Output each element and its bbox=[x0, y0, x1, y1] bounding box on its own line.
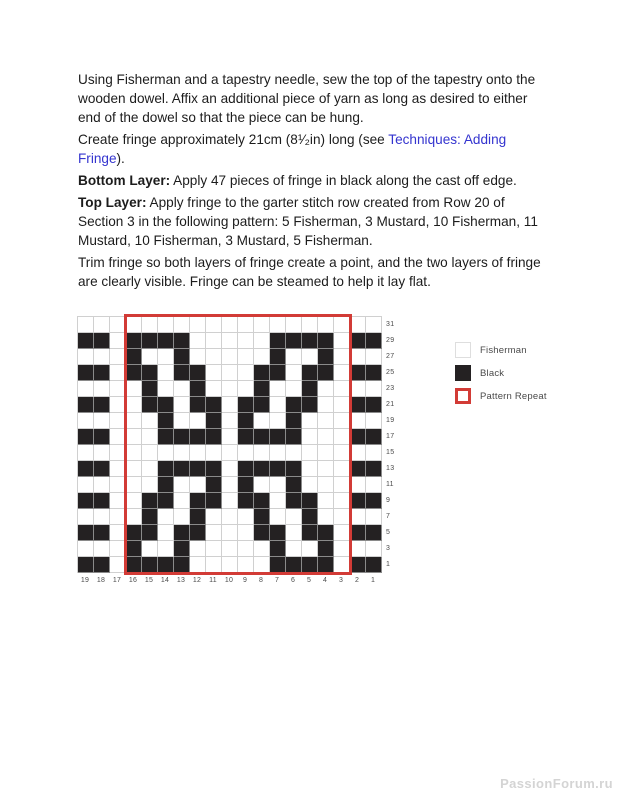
chart-cell-black bbox=[78, 429, 94, 445]
chart-row-number: 21 bbox=[386, 401, 395, 408]
chart-cell-fisherman bbox=[366, 381, 382, 397]
chart-cell-black bbox=[78, 397, 94, 413]
chart-column-number: 17 bbox=[112, 577, 122, 584]
chart-cell-fisherman bbox=[94, 413, 110, 429]
chart-cell-black bbox=[78, 525, 94, 541]
chart-column-number: 19 bbox=[80, 577, 90, 584]
chart-column-number: 8 bbox=[258, 577, 264, 584]
chart-row-number: 23 bbox=[386, 385, 395, 392]
chart-legend bbox=[455, 342, 547, 404]
chart-cell-black bbox=[94, 429, 110, 445]
chart-cell-black bbox=[94, 397, 110, 413]
paragraph-text: Apply fringe to the garter stitch row created from Row 20 of Section 3 in the following pattern: 5 Fisherman, 3 Mustard, 10 Fisherman, 11 Mustard, 10 Fisherman, 3 Mustard, 5 Fisherman. bbox=[78, 195, 538, 248]
chart-cell-fisherman bbox=[94, 381, 110, 397]
paragraph-dowel bbox=[78, 70, 548, 127]
chart-column-number: 15 bbox=[144, 577, 154, 584]
chart-cell-black bbox=[366, 525, 382, 541]
chart-column-number: 6 bbox=[290, 577, 296, 584]
chart-column-number: 12 bbox=[192, 577, 202, 584]
chart-cell-fisherman bbox=[78, 509, 94, 525]
legend-label: Fisherman bbox=[480, 344, 527, 356]
chart-column-number: 14 bbox=[160, 577, 170, 584]
chart-row-number: 9 bbox=[386, 497, 391, 504]
chart-column-number: 5 bbox=[306, 577, 312, 584]
chart-cell-fisherman bbox=[78, 413, 94, 429]
chart-cell-fisherman bbox=[366, 477, 382, 493]
legend-item bbox=[455, 365, 547, 381]
chart-cell-black bbox=[366, 557, 382, 573]
paragraph-text: Using Fisherman and a tapestry needle, sew the top of the tapestry onto the wooden dowel. Affix an additional piece of yarn as long as desired to either end of the dowel so that the piece can be hung. bbox=[78, 72, 536, 125]
chart-row-number: 7 bbox=[386, 513, 391, 520]
chart-cell-black bbox=[350, 461, 366, 477]
chart-row-number: 17 bbox=[386, 433, 395, 440]
chart-cell-black bbox=[366, 397, 382, 413]
paragraph-trim-fringe bbox=[78, 253, 548, 291]
chart-cell-black bbox=[78, 493, 94, 509]
chart-cell-fisherman bbox=[350, 349, 366, 365]
chart-row-number: 29 bbox=[386, 337, 395, 344]
chart-row-number: 19 bbox=[386, 417, 395, 424]
bottom-layer-label: Bottom Layer: bbox=[78, 173, 171, 188]
chart-row-number: 25 bbox=[386, 369, 395, 376]
legend-item bbox=[455, 388, 547, 404]
chart-cell-black bbox=[366, 493, 382, 509]
chart-cell-fisherman bbox=[94, 349, 110, 365]
chart-cell-fisherman bbox=[94, 509, 110, 525]
chart-cell-black bbox=[350, 397, 366, 413]
chart-cell-black bbox=[350, 557, 366, 573]
paragraph-fringe-length bbox=[78, 130, 548, 168]
chart-cell-fisherman bbox=[78, 445, 94, 461]
chart-cell-black bbox=[78, 461, 94, 477]
chart-column-number: 4 bbox=[322, 577, 328, 584]
chart-cell-fisherman bbox=[366, 317, 382, 333]
chart-row-number: 3 bbox=[386, 545, 391, 552]
chart-cell-black bbox=[350, 493, 366, 509]
techniques-adding-fringe-link[interactable]: Techniques: Adding Fringe bbox=[78, 132, 507, 166]
chart-cell-black bbox=[94, 333, 110, 349]
legend-label: Pattern Repeat bbox=[480, 390, 547, 402]
chart-cell-black bbox=[78, 333, 94, 349]
chart-cell-fisherman bbox=[366, 445, 382, 461]
chart-cell-black bbox=[94, 525, 110, 541]
chart-cell-fisherman bbox=[350, 413, 366, 429]
chart-cell-fisherman bbox=[78, 541, 94, 557]
instructions-block bbox=[78, 70, 548, 294]
chart-cell-fisherman bbox=[94, 445, 110, 461]
chart-cell-black bbox=[350, 429, 366, 445]
chart-cell-fisherman bbox=[366, 541, 382, 557]
chart-cell-fisherman bbox=[94, 541, 110, 557]
chart-cell-black bbox=[366, 429, 382, 445]
chart-cell-black bbox=[350, 365, 366, 381]
chart-cell-fisherman bbox=[350, 477, 366, 493]
chart-cell-fisherman bbox=[366, 413, 382, 429]
chart-row-number: 1 bbox=[386, 561, 391, 568]
legend-item bbox=[455, 342, 547, 358]
chart-cell-black bbox=[94, 461, 110, 477]
chart-cell-black bbox=[366, 461, 382, 477]
chart-cell-black bbox=[78, 557, 94, 573]
chart-column-number: 13 bbox=[176, 577, 186, 584]
chart-cell-fisherman bbox=[350, 541, 366, 557]
chart-cell-black bbox=[78, 365, 94, 381]
chart-row-number: 11 bbox=[386, 481, 394, 488]
chart-cell-black bbox=[350, 525, 366, 541]
watermark: PassionForum.ru bbox=[500, 776, 613, 791]
pattern-repeat-outline bbox=[124, 314, 352, 575]
chart-row-number: 27 bbox=[386, 353, 395, 360]
chart-cell-black bbox=[94, 557, 110, 573]
chart-cell-fisherman bbox=[78, 317, 94, 333]
chart-cell-black bbox=[350, 333, 366, 349]
chart-cell-fisherman bbox=[94, 477, 110, 493]
chart-cell-fisherman bbox=[94, 317, 110, 333]
chart-cell-black bbox=[366, 333, 382, 349]
chart-cell-fisherman bbox=[350, 509, 366, 525]
paragraph-top-layer bbox=[78, 193, 548, 250]
chart-cell-fisherman bbox=[78, 381, 94, 397]
chart-cell-fisherman bbox=[350, 317, 366, 333]
top-layer-label: Top Layer: bbox=[78, 195, 147, 210]
chart-cell-black bbox=[94, 493, 110, 509]
chart-column-number: 7 bbox=[274, 577, 280, 584]
chart-column-number: 18 bbox=[96, 577, 106, 584]
paragraph-text: ). bbox=[116, 151, 125, 166]
chart-row-number: 5 bbox=[386, 529, 391, 536]
paragraph-text: Trim fringe so both layers of fringe create a point, and the two layers of fringe are clearly visible. Fringe can be steamed to help it lay flat. bbox=[78, 255, 541, 289]
chart-row-number: 31 bbox=[386, 321, 395, 328]
paragraph-text: Create fringe approximately 21cm (8¹⁄₂in) long (see bbox=[78, 132, 389, 147]
paragraph-text: Apply 47 pieces of fringe in black along the cast off edge. bbox=[170, 173, 517, 188]
chart-cell-black bbox=[366, 365, 382, 381]
chart-cell-fisherman bbox=[366, 349, 382, 365]
chart-cell-fisherman bbox=[366, 509, 382, 525]
chart-cell-fisherman bbox=[350, 381, 366, 397]
chart-column-number: 9 bbox=[242, 577, 248, 584]
chart-column-number: 3 bbox=[338, 577, 344, 584]
chart-cell-fisherman bbox=[78, 349, 94, 365]
paragraph-bottom-layer bbox=[78, 171, 548, 190]
chart-column-number: 16 bbox=[128, 577, 138, 584]
legend-swatch-fisherman bbox=[455, 342, 471, 358]
chart-cell-black bbox=[94, 365, 110, 381]
legend-label: Black bbox=[480, 367, 505, 379]
chart-row-number: 15 bbox=[386, 449, 395, 456]
legend-swatch-black bbox=[455, 365, 471, 381]
chart-column-number: 10 bbox=[224, 577, 234, 584]
chart-column-number: 11 bbox=[209, 577, 217, 584]
chart-cell-fisherman bbox=[78, 477, 94, 493]
chart-cell-fisherman bbox=[350, 445, 366, 461]
legend-swatch-repeat bbox=[455, 388, 471, 404]
chart-column-number: 2 bbox=[354, 577, 360, 584]
chart-column-number: 1 bbox=[370, 577, 376, 584]
chart-row-number: 13 bbox=[386, 465, 395, 472]
